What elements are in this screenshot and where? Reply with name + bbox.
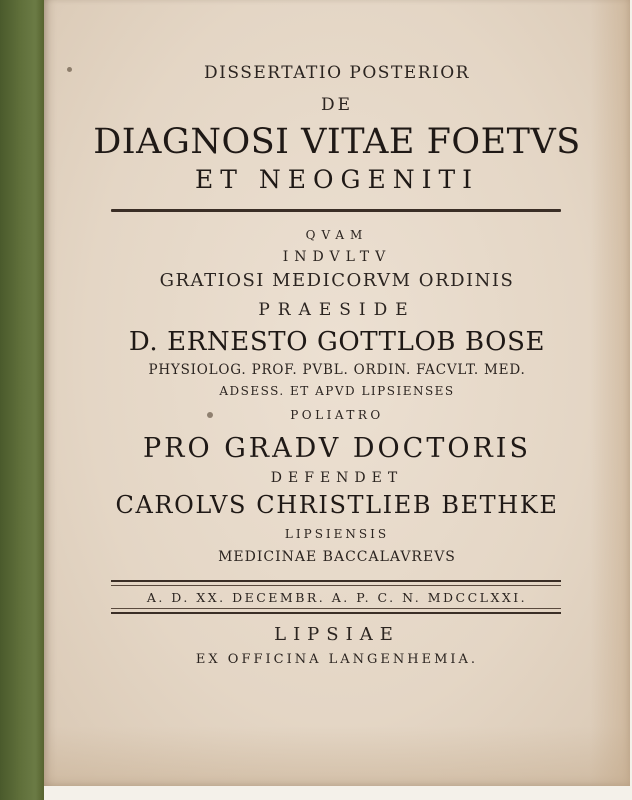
title-divider: [111, 209, 561, 212]
date-rule-top-thin: [111, 585, 561, 586]
author-name: CAROLVS CHRISTLIEB BETHKE: [115, 491, 559, 519]
main-title-continued: ET NEOGENITI: [194, 165, 479, 194]
author-degree: MEDICINAE BACCALAVREVS: [218, 549, 456, 565]
defense-date: A. D. XX. DECEMBR. A. P. C. N. MDCCLXXI.: [146, 590, 528, 605]
text-praeside: PRAESIDE: [258, 300, 416, 320]
text-poliatro: POLIATRO: [290, 408, 384, 422]
date-rule-bottom-thin: [111, 608, 561, 609]
page-bottom-stain: [44, 726, 630, 786]
text-defendet: DEFENDET: [270, 470, 404, 486]
imprint-printer: EX OFFICINA LANGENHEMIA.: [195, 652, 479, 667]
main-title: DIAGNOSI VITAE FOETVS: [93, 122, 581, 162]
dissertation-heading: DISSERTATIO POSTERIOR: [204, 63, 470, 83]
text-ordinis: GRATIOSI MEDICORVM ORDINIS: [159, 270, 515, 291]
praeses-name: D. ERNESTO GOTTLOB BOSE: [128, 327, 546, 357]
preposition-de: DE: [320, 95, 354, 115]
praeses-title-line-2: ADSESS. ET APVD LIPSIENSES: [219, 384, 455, 398]
imprint-place: LIPSIAE: [274, 624, 400, 645]
degree-heading: PRO GRADV DOCTORIS: [143, 433, 531, 464]
author-origin: LIPSIENSIS: [284, 527, 390, 541]
book-spine: [0, 0, 44, 800]
date-rule-top: [111, 580, 561, 582]
text-quam: QVAM: [305, 228, 369, 242]
date-rule-bottom: [111, 612, 561, 614]
title-page: [44, 0, 630, 786]
praeses-title-line-1: PHYSIOLOG. PROF. PVBL. ORDIN. FACVLT. MED.: [148, 362, 526, 378]
text-indultu: INDVLTV: [282, 249, 392, 265]
